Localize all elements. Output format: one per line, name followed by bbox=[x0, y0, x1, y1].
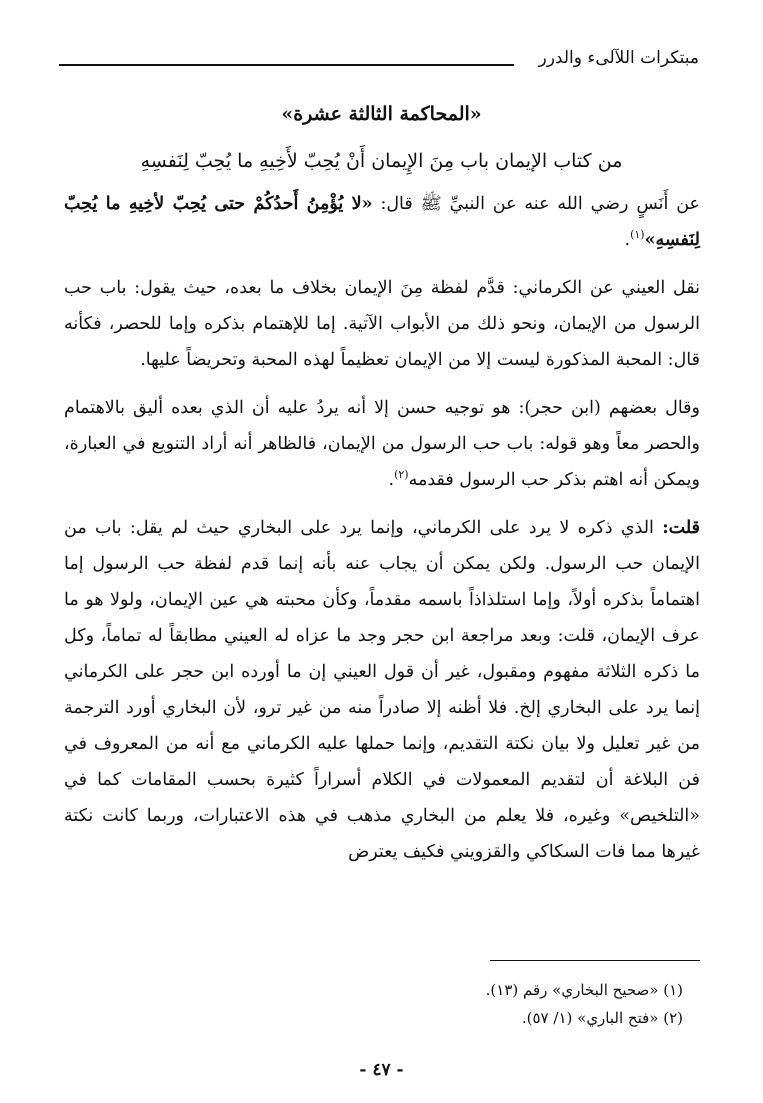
paragraph-hadith bbox=[64, 186, 700, 258]
paragraph-text: نقل العيني عن الكرماني: قدَّم لفظة مِنَ الإيمان بخلاف ما بعده، حيث يقول: باب حب الرسول من الإيمان، ونحو ذلك من الأبواب الآتية. إما للإهتمام بذكره وإما للحصر، فكأنه قال: المحبة المذكورة ليست إلا من الإيمان تعظيماً لهذه المحبة وتحريضاً عليها. bbox=[64, 278, 700, 370]
hadith-tail: . bbox=[624, 230, 631, 250]
footnote-rule bbox=[490, 960, 700, 961]
paragraph-tail: . bbox=[388, 470, 395, 490]
page-number: - ٤٧ - bbox=[359, 1060, 404, 1080]
footnotes bbox=[83, 976, 683, 1032]
paragraph-text: الذي ذكره لا يرد على الكرماني، وإنما يرد على البخاري حيث لم يقل: باب من الإيمان حب الرسول. ولكن يمكن أن يجاب عنه بأنه إنما قدم لفظة حب الرسول إما اهتماماً بذكره أولاً، وإما استلذاذاً باسمه مقدماً، وكأن محبته هي عين الإيمان، ولولا هو ما عرف الإيمان، قلت: وبعد مراجعة ابن حجر وجد ما عزاه له العيني مطابقاً له تماماً، وكل ما ذكره الثلاثة مفهوم ومقبول، غير أن قول العيني إن ما أورده ابن حجر على الكرماني إنما يرد على البخاري إلخ. فلا أظنه إلا صادراً منه من غير ترو، لأن البخاري أورد الترجمة من غير تعليل ولا بيان نكتة التقديم، وإنما حملها عليه الكرماني مع أنه من المعروف في فن البلاغة أن لتقديم المعمولات في الكلام أسراراً كثيرة بحسب المقامات كما في «التلخيص» وغيره، فلا يعلم من البخاري مذهب في هذه الاعتبارات، وربما كانت نكتة غيرها مما فات السكاكي والقزويني فكيف يعترض bbox=[64, 518, 700, 862]
hadith-intro: عن أَنَسٍ رضي الله عنه عن النبيِّ ﷺ قال: bbox=[372, 194, 700, 214]
paragraph-qultu bbox=[64, 510, 700, 870]
paragraph-text: وقال بعضهم (ابن حجر): هو توجيه حسن إلا أنه يردُ عليه أن الذي بعده أليق بالاهتمام والحصر معاً وهو قوله: باب حب الرسول من الإيمان، فالظاهر أنه أراد التنويع في العبارة، ويمكن أنه اهتم بذكر حب الرسول فقدمه bbox=[64, 398, 700, 490]
footnote-ref-2[interactable]: (٢) bbox=[394, 468, 409, 482]
header-rule bbox=[59, 64, 514, 66]
paragraph-lead: قلت: bbox=[662, 518, 700, 538]
footnote-2: (٢) «فتح الباري» (١/ ٥٧). bbox=[521, 1009, 683, 1027]
hadith-text: «لا يُؤْمِنُ أَحدُكُمْ حتى يُحِبّ لأخِيهِ ما يُحِبّ لِنَفسِهِ» bbox=[64, 194, 700, 250]
paragraph-ibn-hajar bbox=[64, 390, 700, 498]
section-title: «المحاكمة الثالثة عشرة» bbox=[281, 103, 482, 125]
body-text bbox=[64, 186, 700, 882]
footnote-ref-1[interactable]: (١) bbox=[630, 228, 645, 242]
footnote-1: (١) «صحيح البخاري» رقم (١٣). bbox=[485, 981, 683, 999]
paragraph-aini bbox=[64, 270, 700, 378]
running-header bbox=[59, 46, 699, 76]
running-title: مبتكرات اللآلىء والدرر bbox=[538, 48, 699, 68]
section-subtitle: من كتاب الإيمان باب مِنَ الإِيمان أَنْ يُحِبّ لأَخِيهِ ما يُحِبّ لِنَفسِهِ bbox=[140, 150, 623, 172]
